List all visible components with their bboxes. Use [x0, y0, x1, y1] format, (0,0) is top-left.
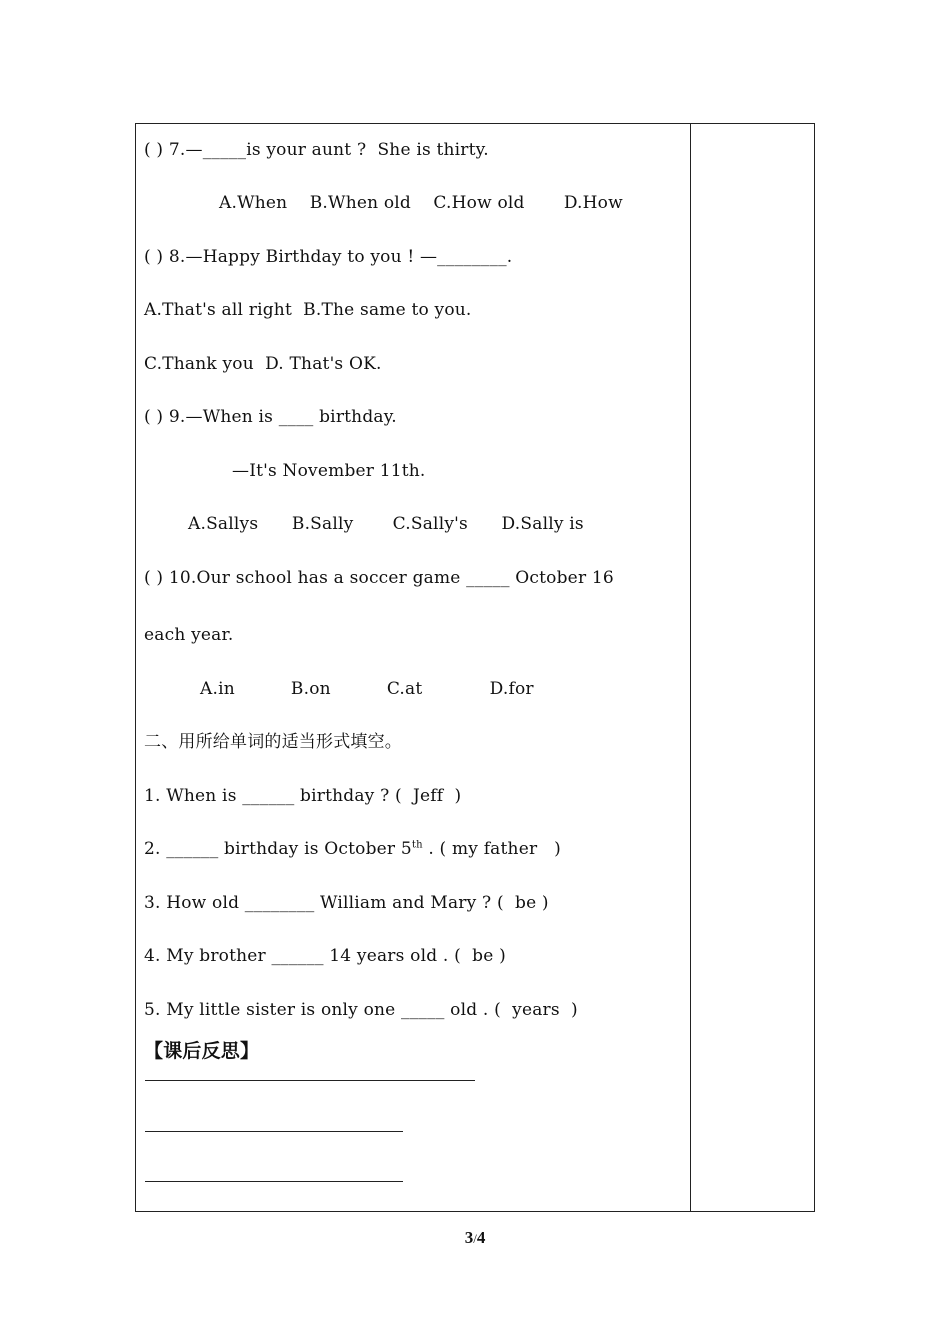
page-total: 4	[476, 1228, 486, 1247]
page-number	[0, 1228, 950, 1248]
question-7-stem: ( ) 7.—_____is your aunt ? She is thirty.	[144, 140, 489, 160]
section-2-heading: 二、用所给单词的适当形式填空。	[144, 732, 402, 752]
reflection-line-3	[145, 1181, 403, 1182]
reflection-line-2	[145, 1131, 403, 1132]
question-9-stem: ( ) 9.—When is ____ birthday.	[144, 407, 397, 427]
question-10-options: A.in B.on C.at D.for	[200, 679, 534, 699]
question-9-answer: —It's November 11th.	[232, 461, 426, 481]
page-current: 3	[464, 1228, 474, 1247]
fill-item-1: 1. When is ______ birthday ? ( Jeff )	[144, 786, 462, 806]
question-10-stem-cont: each year.	[144, 625, 234, 645]
question-8-options-2: C.Thank you D. That's OK.	[144, 354, 382, 374]
fill-item-2-superscript: th	[411, 839, 423, 851]
fill-item-2-text: 2. ______ birthday is October 5	[144, 839, 412, 859]
fill-item-2-tail: . ( my father )	[422, 839, 561, 859]
question-8-options-1: A.That's all right B.The same to you.	[144, 300, 472, 320]
page-separator: /	[473, 1231, 477, 1246]
question-7-options: A.When B.When old C.How old D.How	[219, 193, 623, 213]
question-10-stem: ( ) 10.Our school has a soccer game _____ October 16	[144, 568, 614, 588]
fill-item-5: 5. My little sister is only one _____ old . ( years )	[144, 1000, 578, 1020]
question-8-stem: ( ) 8.—Happy Birthday to you ! —________.	[144, 247, 513, 267]
reflection-line-1	[145, 1080, 475, 1081]
column-divider	[690, 124, 691, 1211]
fill-item-2	[144, 839, 561, 859]
fill-item-3: 3. How old ________ William and Mary ? ( be )	[144, 893, 549, 913]
fill-item-4: 4. My brother ______ 14 years old . ( be )	[144, 946, 506, 966]
question-9-options: A.Sallys B.Sally C.Sally's D.Sally is	[188, 514, 584, 534]
reflection-title: 【课后反思】	[144, 1040, 260, 1062]
